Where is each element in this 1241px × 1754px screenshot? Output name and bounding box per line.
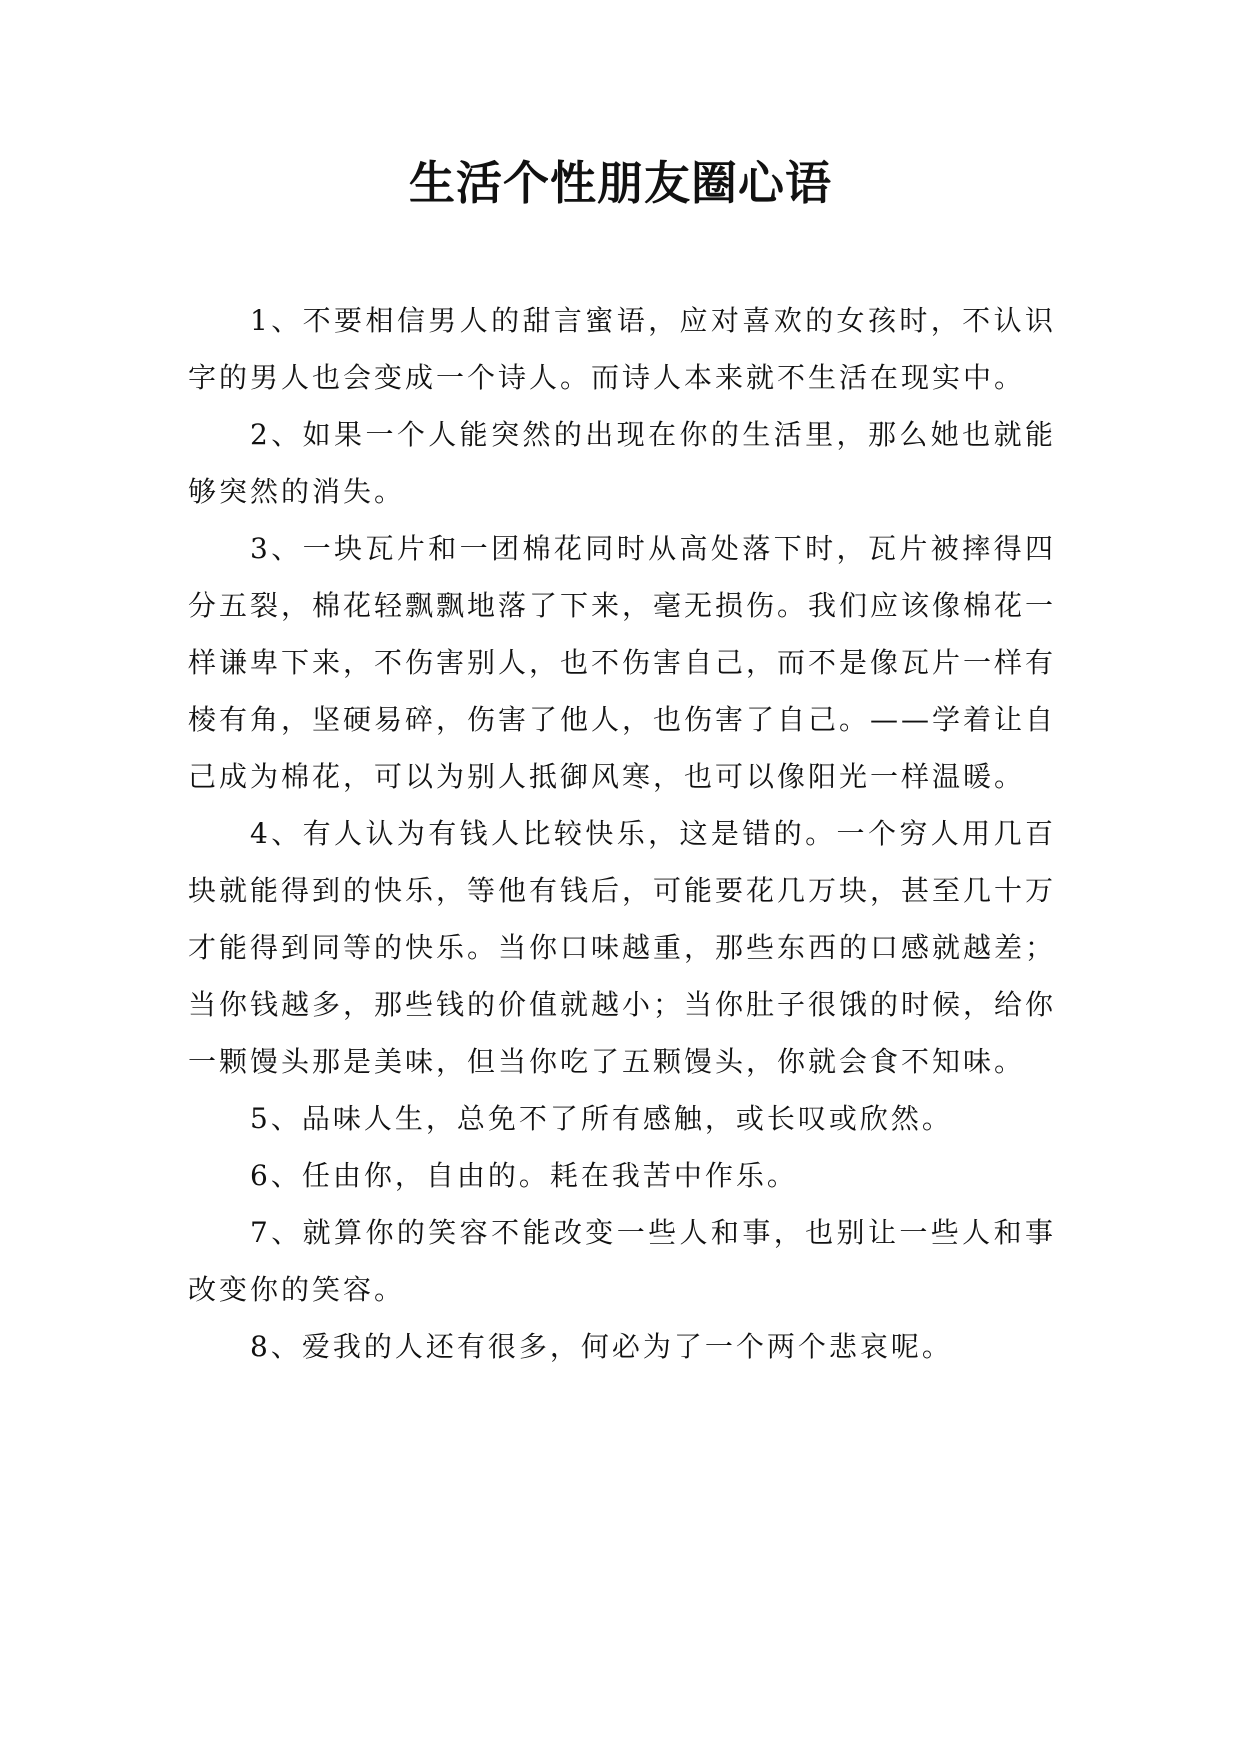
paragraph-6: 6、任由你，自由的。耗在我苦中作乐。 [250, 1159, 798, 1192]
document-body [188, 292, 1056, 1375]
paragraph-5: 5、品味人生，总免不了所有感触，或长叹或欣然。 [250, 1102, 953, 1135]
paragraph-1: 1、不要相信男人的甜言蜜语，应对喜欢的女孩时，不认识字的男人也会变成一个诗人。而诗人本来就不生活在现实中。 [188, 304, 1056, 394]
paragraph-7: 7、就算你的笑容不能改变一些人和事，也别让一些人和事改变你的笑容。 [188, 1216, 1056, 1306]
paragraph-2: 2、如果一个人能突然的出现在你的生活里，那么她也就能够突然的消失。 [188, 418, 1056, 508]
paragraph-4: 4、有人认为有钱人比较快乐，这是错的。一个穷人用几百块就能得到的快乐，等他有钱后，可能要花几万块，甚至几十万才能得到同等的快乐。当你口味越重，那些东西的口感就越差；当你钱越多，那些钱的价值就越小；当你肚子很饿的时候，给你一颗馒头那是美味，但当你吃了五颗馒头，你就会食不知味。 [188, 817, 1057, 1078]
paragraph-8: 8、爱我的人还有很多，何必为了一个两个悲哀呢。 [250, 1330, 953, 1363]
page-title: 生活个性朋友圈心语 [409, 156, 832, 210]
paragraph-3: 3、一块瓦片和一团棉花同时从高处落下时，瓦片被摔得四分五裂，棉花轻飘飘地落了下来，毫无损伤。我们应该像棉花一样谦卑下来，不伤害别人，也不伤害自己，而不是像瓦片一样有棱有角，坚硬易碎，伤害了他人，也伤害了自己。——学着让自己成为棉花，可以为别人抵御风寒，也可以像阳光一样温暖。 [188, 532, 1057, 793]
